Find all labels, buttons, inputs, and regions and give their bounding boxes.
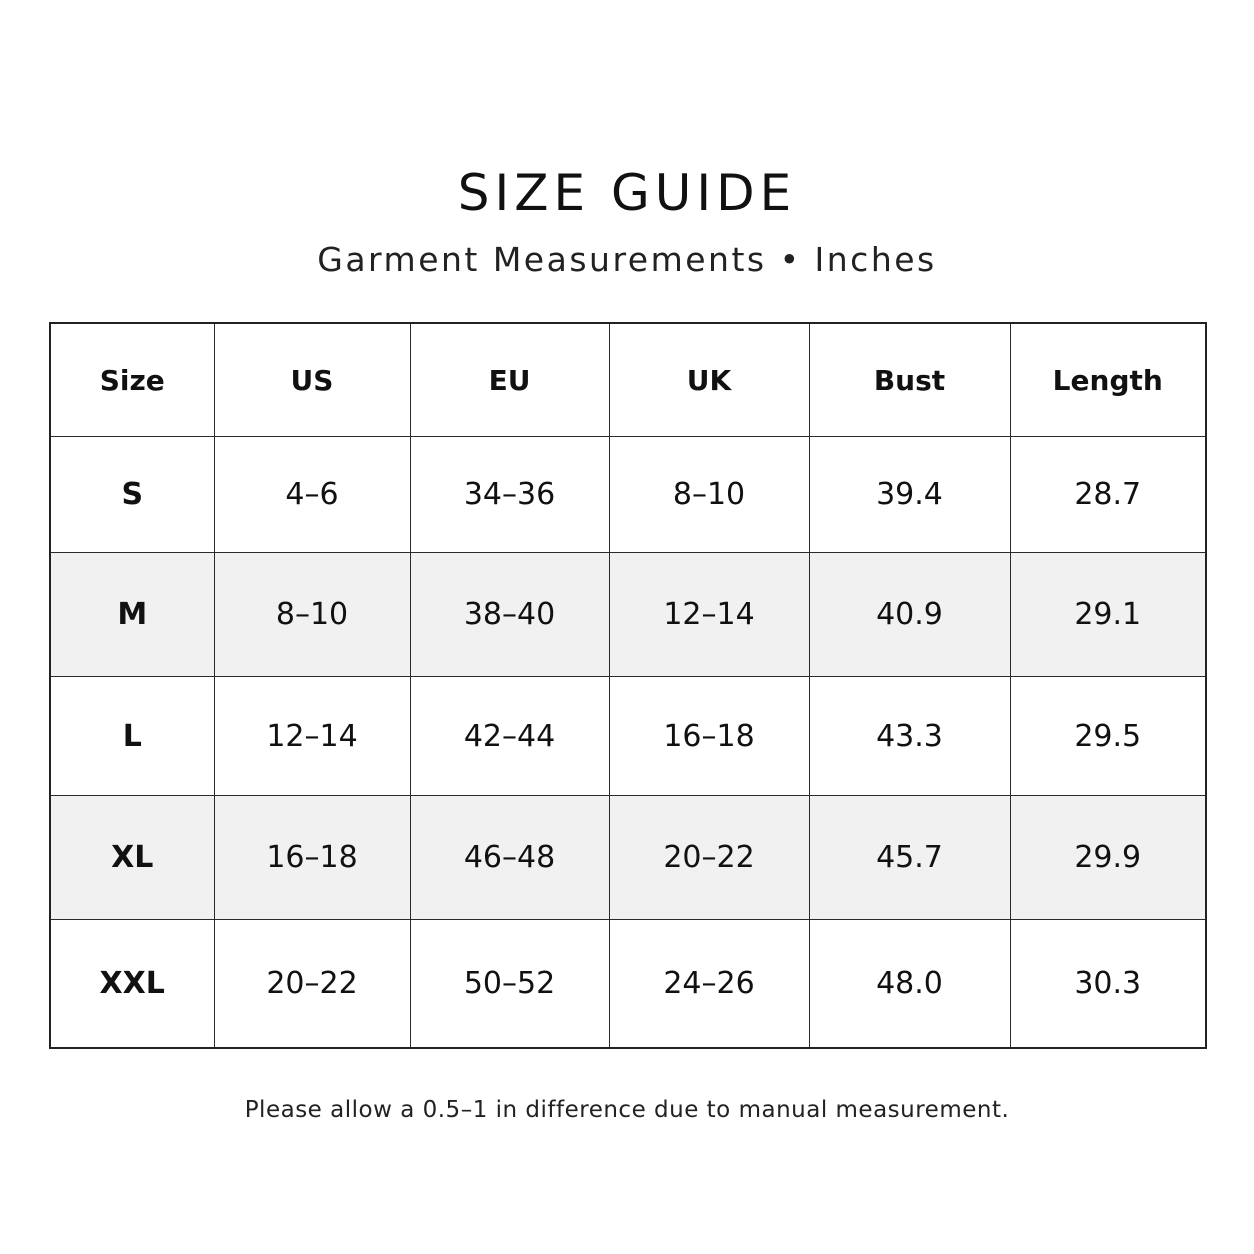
cell-length: 28.7 [1010, 437, 1206, 553]
cell-size: XXL [50, 920, 214, 1048]
table-row [50, 677, 1206, 796]
cell-uk: 16–18 [609, 677, 809, 796]
cell-length: 29.5 [1010, 677, 1206, 796]
cell-size: L [50, 677, 214, 796]
table-header-row [50, 323, 1206, 437]
cell-bust: 48.0 [809, 920, 1010, 1048]
cell-bust: 43.3 [809, 677, 1010, 796]
header-eu: EU [410, 323, 609, 437]
page-title: SIZE GUIDE [457, 164, 797, 222]
cell-uk: 12–14 [609, 553, 809, 677]
cell-length: 30.3 [1010, 920, 1206, 1048]
cell-us: 8–10 [214, 553, 410, 677]
cell-size: XL [50, 796, 214, 920]
cell-eu: 42–44 [410, 677, 609, 796]
table-row [50, 796, 1206, 920]
cell-uk: 8–10 [609, 437, 809, 553]
cell-us: 12–14 [214, 677, 410, 796]
cell-length: 29.1 [1010, 553, 1206, 677]
header-us: US [214, 323, 410, 437]
header-uk: UK [609, 323, 809, 437]
cell-eu: 34–36 [410, 437, 609, 553]
table-row [50, 437, 1206, 553]
cell-size: S [50, 437, 214, 553]
table-row [50, 920, 1206, 1048]
size-table [49, 322, 1207, 1049]
header-length: Length [1010, 323, 1206, 437]
cell-bust: 45.7 [809, 796, 1010, 920]
cell-eu: 38–40 [410, 553, 609, 677]
page-subtitle: Garment Measurements • Inches [317, 240, 937, 279]
measurement-note: Please allow a 0.5–1 in difference due to manual measurement. [244, 1097, 1010, 1123]
cell-eu: 50–52 [410, 920, 609, 1048]
cell-length: 29.9 [1010, 796, 1206, 920]
cell-bust: 40.9 [809, 553, 1010, 677]
header-bust: Bust [809, 323, 1010, 437]
cell-us: 4–6 [214, 437, 410, 553]
cell-bust: 39.4 [809, 437, 1010, 553]
cell-uk: 20–22 [609, 796, 809, 920]
table-row [50, 553, 1206, 677]
cell-size: M [50, 553, 214, 677]
header-size: Size [50, 323, 214, 437]
cell-us: 20–22 [214, 920, 410, 1048]
cell-eu: 46–48 [410, 796, 609, 920]
cell-uk: 24–26 [609, 920, 809, 1048]
cell-us: 16–18 [214, 796, 410, 920]
